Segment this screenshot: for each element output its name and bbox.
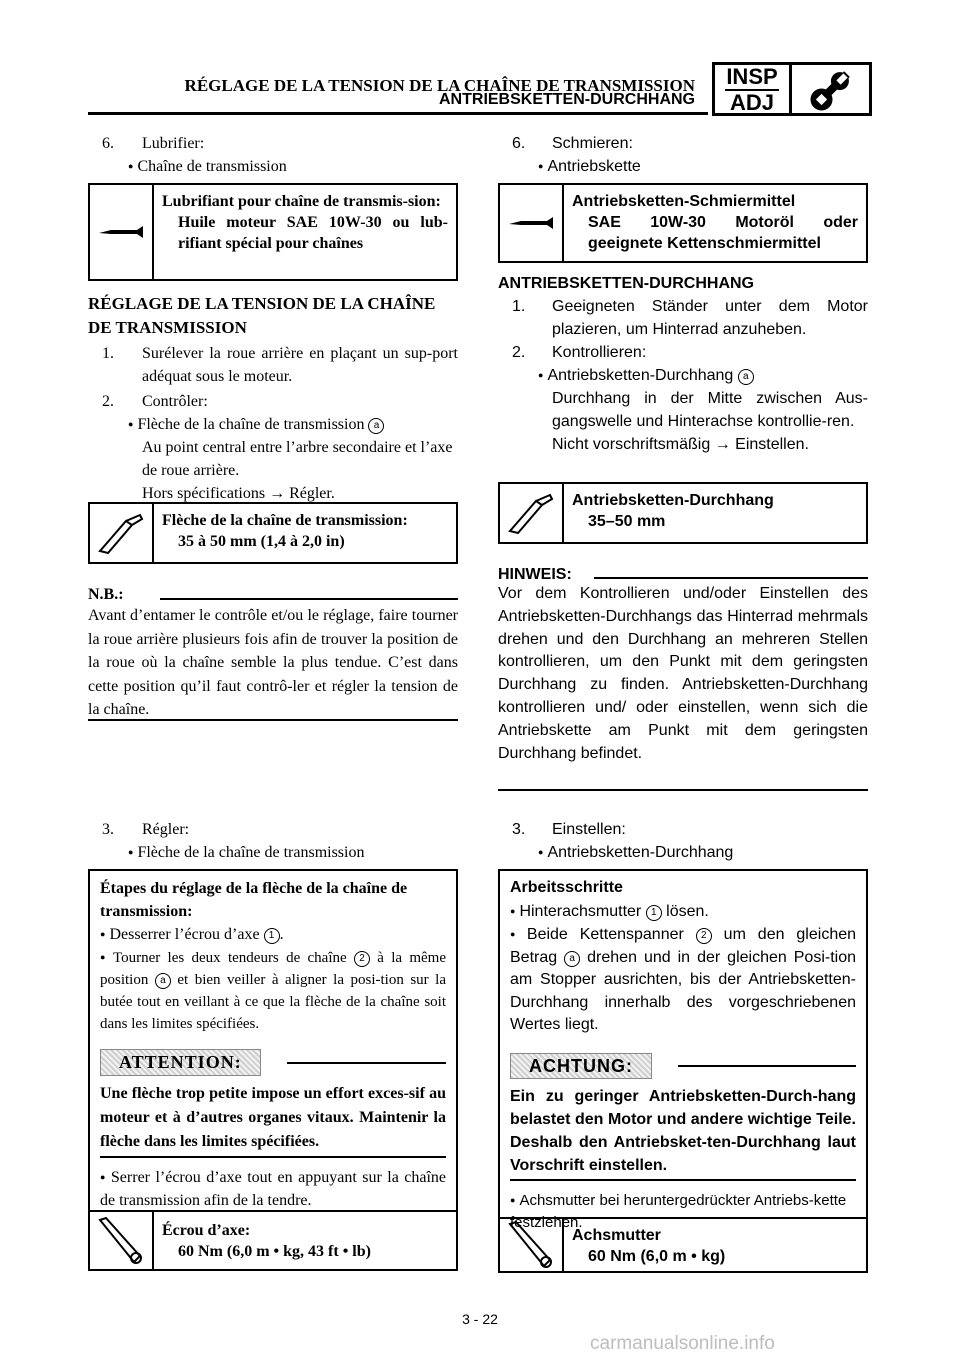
- tag-adj: ADJ: [729, 90, 774, 115]
- left-section-title: RÉGLAGE DE LA TENSION DE LA CHAÎNE DE TRANSMISSION: [88, 294, 436, 337]
- right-section-title: ANTRIEBSKETTEN-DURCHHANG: [498, 275, 754, 292]
- header-title-de: ANTRIEBSKETTEN-DURCHHANG: [439, 91, 695, 108]
- lubricant-icon: [500, 185, 564, 261]
- left-spec-box: Flèche de la chaîne de transmission: 35 à 50 mm (1,4 à 2,0 in): [88, 502, 458, 564]
- lubricant-icon: [90, 185, 154, 279]
- left-step6-item: ● Chaîne de transmission: [128, 158, 287, 175]
- caliper-icon: [500, 484, 564, 542]
- right-spec-box: Antriebsketten-Durchhang 35–50 mm: [498, 482, 868, 544]
- caliper-icon: [90, 504, 154, 562]
- header-rule: [88, 112, 708, 115]
- tag-insp: INSP: [726, 64, 778, 89]
- page-number: 3 - 22: [462, 1311, 498, 1327]
- left-note-label: N.B.:: [88, 586, 124, 603]
- caution-badge: ACHTUNG:: [510, 1053, 652, 1080]
- torque-wrench-icon: [90, 1212, 154, 1269]
- torque-wrench-icon: [500, 1219, 564, 1271]
- right-note-label: HINWEIS:: [498, 566, 572, 583]
- right-procedure-box: Arbeitsschritte ● Hinterachsmutter 1 lösen. ● Beide Kettenspanner 2 um den gleichen Betrag a drehen und in der gleichen Posi-tion am Stopper ausrichten, bis der Antriebsketten-Durchhang innerhalb des vorgeschriebenen Wertes liegt. ACHTUNG: Ein zu geringer Antriebsketten-Durch-hang belastet den Motor und andere wichtige Teile. Deshalb den Antriebsket-ten-Durchhang laut Vorschrift einstellen. ● Achsmutter bei heruntergedrückter Antriebs-kette festziehen. Achsmutter 60 Nm (6,0 m • kg): [498, 869, 868, 1273]
- watermark: carmanualsonline.info: [590, 1333, 775, 1354]
- left-procedure-box: Étapes du réglage de la flèche de la chaîne de transmission: ● Desserrer l’écrou d’axe 1 . ● Tourner les deux tendeurs de chaîne 2 à la même position a et bien veiller à aligner la posi-tion sur la butée tout en veillant à ce que la flèche de la chaîne soit dans les limites spécifiées. ATTENTION: Une flèche trop petite impose un effort exces-sif au moteur et à d’autres organes vitaux. Maintenir la flèche dans les limites spécifiées. ● Serrer l’écrou d’axe tout en appuyant sur la chaîne de transmission afin de la tendre. Écrou d’axe: 60 Nm (6,0 m • kg, 43 ft • lb): [88, 869, 458, 1271]
- insp-adj-tag: [712, 62, 792, 116]
- caution-badge: ATTENTION:: [100, 1049, 261, 1076]
- wrench-icon: [792, 62, 872, 116]
- right-note-text: Vor dem Kontrollieren und/oder Einstellen des Antriebsketten-Durchhangs das Hinterrad mehrmals drehen und den Durchhang an mehreren Stellen kontrollieren, um den Punkt mit dem geringsten Durchhang zu finden. Antriebsketten-Durchhang kontrollieren und/ oder einstellen, wenn sich die Antriebskette am Punkt mit dem geringsten Durchhang befindet.: [498, 585, 868, 762]
- left-lube-box: Lubrifiant pour chaîne de transmis-sion: Huile moteur SAE 10W-30 ou lub-rifiant spécial pour chaînes: [88, 183, 458, 281]
- left-note-text: Avant d’entamer le contrôle et/ou le réglage, faire tourner la roue arrière plusieurs fois afin de trouver la position de la roue où la chaîne semble la plus tendue. C’est dans cette position qu’il faut contrô-ler et régler la tension de la chaîne.: [88, 607, 458, 718]
- right-lube-box: Antriebsketten-Schmiermittel SAE 10W-30 Motoröl oder geeignete Kettenschmiermittel: [498, 183, 868, 263]
- left-step6: 6. Lubrifier:: [102, 135, 205, 152]
- header-title-fr: RÉGLAGE DE LA TENSION DE LA CHAÎNE DE TRANSMISSION: [184, 76, 695, 95]
